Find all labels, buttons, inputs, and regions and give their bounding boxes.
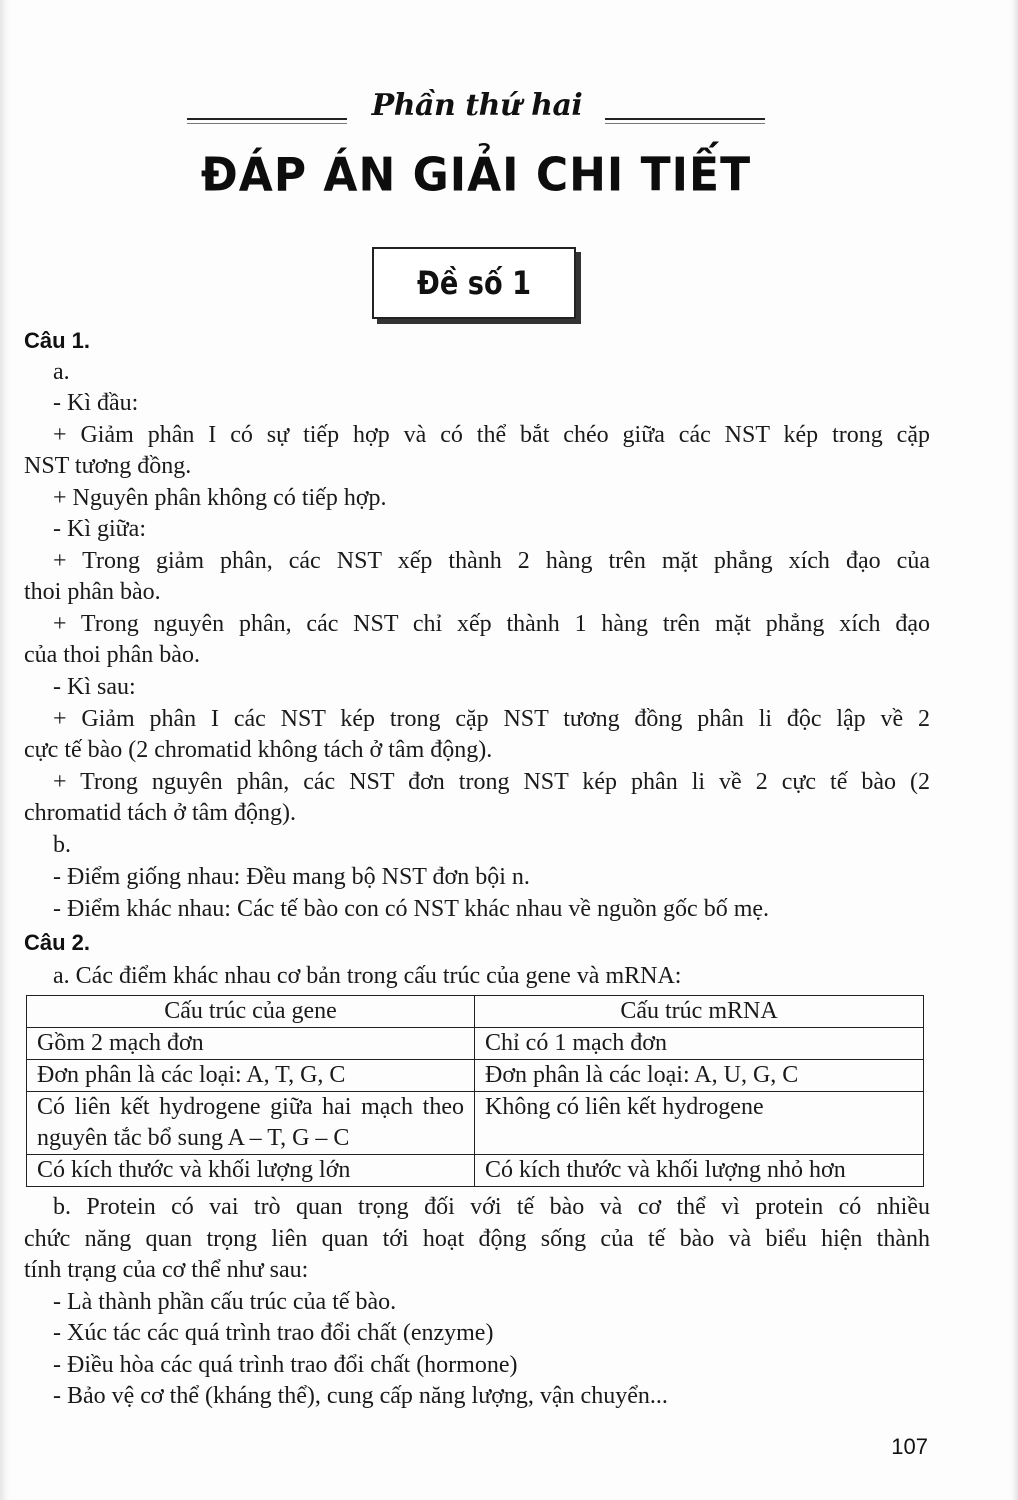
table-cell: Có liên kết hydrogene giữa hai mạch theo nguyên tắc bổ sung A – T, G – C (27, 1092, 475, 1155)
part-label: Phần thứ hai (371, 88, 583, 123)
anaphase-mitosis-line: + Trong nguyên phân, các NST đơn trong NST kép phân li về 2 cực tế bào (2 (53, 769, 930, 795)
protein-function-item: - Xúc tác các quá trình trao đổi chất (enzyme) (53, 1320, 494, 1346)
anaphase-label: - Kì sau: (53, 674, 136, 700)
metaphase-mitosis-line: + Trong nguyên phân, các NST chỉ xếp thành 1 hàng trên mặt phẳng xích đạo (53, 611, 930, 637)
prophase-mitosis-line: + Nguyên phân không có tiếp hợp. (53, 485, 387, 511)
decorative-rule-right (605, 118, 765, 124)
exam-number-box (372, 247, 576, 319)
part-b-line: chức năng quan trọng liên quan tới hoạt động sống của tế bào và biểu hiện thành (24, 1226, 930, 1252)
table-row (27, 1092, 924, 1155)
table-row (27, 1060, 924, 1092)
part-b-label: b. (53, 832, 71, 858)
protein-function-item: - Điều hòa các quá trình trao đổi chất (hormone) (53, 1352, 518, 1378)
metaphase-meiosis-line-cont: thoi phân bào. (24, 579, 161, 605)
part-a-label: a. (53, 359, 70, 385)
exam-number-label: Đề số 1 (417, 264, 531, 302)
part-b-line: tính trạng của cơ thể như sau: (24, 1257, 309, 1283)
table-cell: Chỉ có 1 mạch đơn (475, 1028, 924, 1060)
decorative-rule-left (187, 118, 347, 124)
prophase-meiosis-line: + Giảm phân I có sự tiếp hợp và có thể bắt chéo giữa các NST kép trong cặp (53, 422, 930, 448)
part-a-intro: a. Các điểm khác nhau cơ bản trong cấu trúc của gene và mRNA: (53, 963, 682, 989)
page-number: 107 (891, 1434, 928, 1459)
question-2-heading: Câu 2. (24, 930, 91, 955)
table-cell: Có kích thước và khối lượng lớn (27, 1155, 475, 1187)
prophase-meiosis-line-cont: NST tương đồng. (24, 453, 192, 479)
metaphase-mitosis-line-cont: của thoi phân bào. (24, 642, 200, 668)
metaphase-label: - Kì giữa: (53, 516, 146, 542)
table-header-gene: Cấu trúc của gene (27, 996, 475, 1028)
protein-function-item: - Bảo vệ cơ thể (kháng thể), cung cấp năng lượng, vận chuyển... (53, 1383, 668, 1409)
table-header-mrna: Cấu trúc mRNA (475, 996, 924, 1028)
difference-line: - Điểm khác nhau: Các tế bào con có NST khác nhau về nguồn gốc bố mẹ. (53, 896, 770, 922)
part-b-line: b. Protein có vai trò quan trọng đối với tế bào và cơ thể vì protein có nhiều (53, 1194, 930, 1220)
anaphase-meiosis-line-cont: cực tế bào (2 chromatid không tách ở tâm động). (24, 737, 493, 763)
part-header (0, 88, 1018, 128)
table-cell: Đơn phân là các loại: A, U, G, C (475, 1060, 924, 1092)
table-cell: Đơn phân là các loại: A, T, G, C (27, 1060, 475, 1092)
metaphase-meiosis-line: + Trong giảm phân, các NST xếp thành 2 hàng trên mặt phẳng xích đạo của (53, 548, 930, 574)
page-title: ĐÁP ÁN GIẢI CHI TIẾT (200, 148, 752, 203)
protein-function-item: - Là thành phần cấu trúc của tế bào. (53, 1289, 397, 1315)
anaphase-mitosis-line-cont: chromatid tách ở tâm động). (24, 800, 296, 826)
anaphase-meiosis-line: + Giảm phân I các NST kép trong cặp NST tương đồng phân li độc lập về 2 (53, 706, 930, 732)
prophase-label: - Kì đầu: (53, 390, 139, 416)
table-row (27, 1155, 924, 1187)
page-edge-shadow-right (1010, 0, 1018, 1500)
table-cell: Không có liên kết hydrogene (475, 1092, 924, 1155)
table-header-row (27, 996, 924, 1028)
question-1-heading: Câu 1. (24, 328, 91, 353)
similarity-line: - Điểm giống nhau: Đều mang bộ NST đơn bội n. (53, 864, 530, 890)
page-edge-shadow-left (0, 0, 10, 1500)
table-cell: Có kích thước và khối lượng nhỏ hơn (475, 1155, 924, 1187)
table-cell: Gồm 2 mạch đơn (27, 1028, 475, 1060)
gene-vs-mrna-table (26, 995, 924, 1187)
table-row (27, 1028, 924, 1060)
